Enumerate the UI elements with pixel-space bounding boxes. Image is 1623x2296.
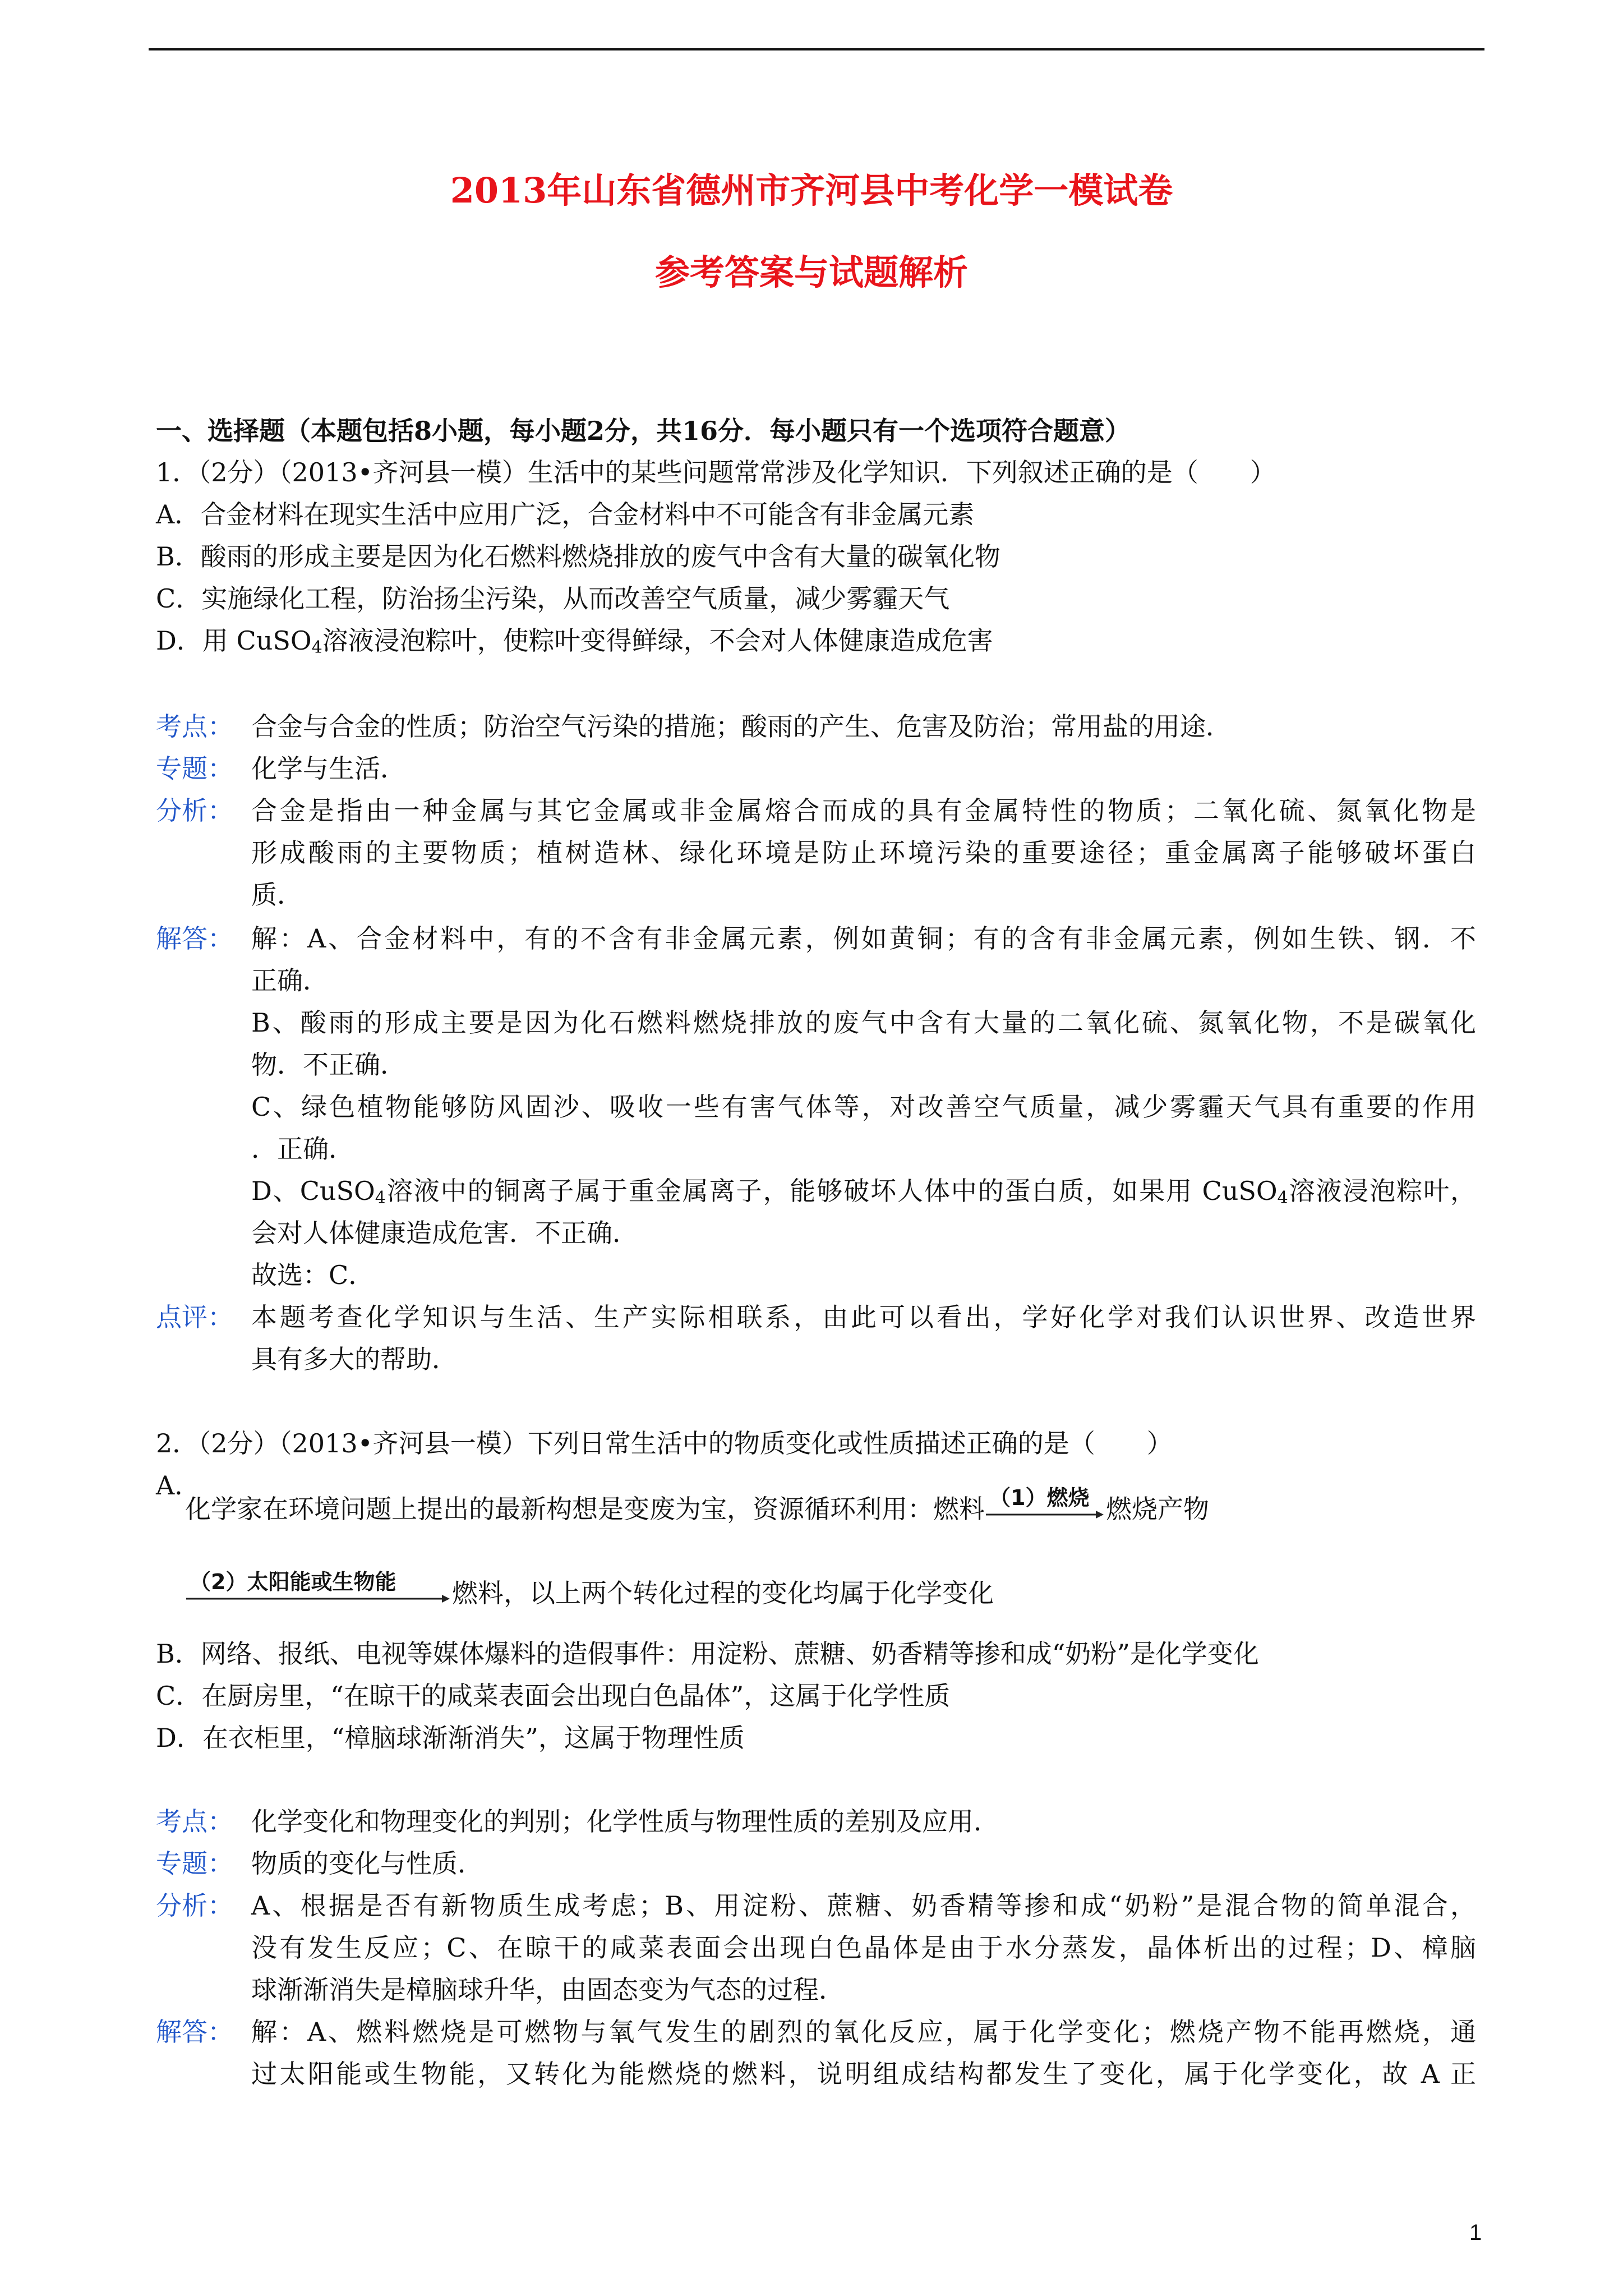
q1-fenxi-line: 质． xyxy=(251,880,303,910)
q1-jieda-line: 会对人体健康造成危害．不正确． xyxy=(251,1218,638,1248)
q2-jieda-line: 过太阳能或生物能，又转化为能燃烧的燃料，说明组成结构都发生了变化，属于化学变化，故 A 正 xyxy=(251,2059,1476,2089)
q1-option-d-subscript: 4 xyxy=(311,638,322,657)
q1-kaodian-text: 合金与合金的性质；防治空气污染的措施；酸雨的产生、危害及防治；常用盐的用途． xyxy=(251,711,1232,742)
q2-stem: 2．（2分）（2013•齐河县一模）下列日常生活中的物质变化或性质描述正确的是（ ） xyxy=(156,1428,1173,1458)
reaction-arrow-2 xyxy=(185,1570,452,1610)
q1-fenxi-line: 形成酸雨的主要物质；植树造林、绿化环境是防止环境污染的重要途径；重金属离子能够破坏蛋白 xyxy=(251,838,1476,868)
page-number: 1 xyxy=(1469,2220,1482,2245)
q1-jieda-line: B、酸雨的形成主要是因为化石燃料燃烧排放的废气中含有大量的二氧化硫、氮氧化物，不是碳氧化 xyxy=(251,1007,1476,1038)
q1-jieda-line: 正确． xyxy=(251,965,329,996)
q2-jieda-label: 解答： xyxy=(156,2017,233,2047)
q2-fenxi-label: 分析： xyxy=(156,1890,233,1921)
arrow-1-icon xyxy=(985,1492,1106,1526)
q2-kaodian-label: 考点： xyxy=(156,1806,233,1837)
q2-option-a-line2 xyxy=(185,1570,994,1610)
q1-jieda-d-b: 溶液中的铜离子属于重金属离子，能够破坏人体中的蛋白质，如果用 CuSO xyxy=(385,1176,1278,1206)
q1-jieda-line: C、绿色植物能够防风固沙、吸收一些有害气体等，对改善空气质量，减少雾霾天气具有重要的作用 xyxy=(251,1092,1476,1122)
q1-dianping-line: 具有多大的帮助． xyxy=(251,1344,458,1374)
q1-jieda-line-d xyxy=(251,1174,1476,1208)
arrow-1-label: （1）燃烧 xyxy=(989,1485,1090,1510)
q2-option-a-line1 xyxy=(185,1485,1209,1526)
q2-option-a-post: 燃烧产物 xyxy=(1106,1494,1209,1524)
q2-option-d: D．在衣柜里，“樟脑球渐渐消失”，这属于物理性质 xyxy=(156,1723,745,1753)
q1-dianping-line: 本题考查化学知识与生活、生产实际相联系，由此可以看出，学好化学对我们认识世界、改造世界 xyxy=(251,1302,1476,1332)
q1-option-c: C．实施绿化工程，防治扬尘污染，从而改善空气质量，减少雾霾天气 xyxy=(156,583,950,614)
q1-jieda-line: 解：A、合金材料中，有的不含有非金属元素，例如黄铜；有的含有非金属元素，例如生铁、钢．不 xyxy=(251,923,1476,954)
q1-jieda-label: 解答： xyxy=(156,923,233,954)
reaction-arrow-1 xyxy=(985,1485,1106,1526)
page-title: 2013年山东省德州市齐河县中考化学一模试卷 xyxy=(450,170,1173,211)
q2-option-c: C．在厨房里，“在晾干的咸菜表面会出现白色晶体”，这属于化学性质 xyxy=(156,1681,951,1711)
q1-jieda-line: ．正确． xyxy=(251,1134,354,1164)
q2-zhuanti-text: 物质的变化与性质． xyxy=(251,1848,483,1879)
q2-option-a-letter: A． xyxy=(156,1470,201,1501)
q1-option-d xyxy=(156,624,993,657)
q1-jieda-d-subscript: 4 xyxy=(1277,1188,1288,1208)
q1-jieda-answer: 故选：C． xyxy=(251,1260,375,1290)
q2-option-a-line2-text: 燃料，以上两个转化过程的变化均属于化学变化 xyxy=(452,1578,994,1608)
q1-fenxi-line: 合金是指由一种金属与其它金属或非金属熔合而成的具有金属特性的物质；二氧化硫、氮氧化物是 xyxy=(251,795,1476,826)
q1-zhuanti-label: 专题： xyxy=(156,753,233,784)
q2-jieda-line: 解：A、燃料燃烧是可燃物与氧气发生的剧烈的氧化反应，属于化学变化；燃烧产物不能再燃烧，通 xyxy=(251,2017,1476,2047)
q2-fenxi-line: 没有发生反应；C、在晾干的咸菜表面会出现白色晶体是由于水分蒸发，晶体析出的过程；D、樟脑 xyxy=(251,1932,1476,1963)
q1-dianping-label: 点评： xyxy=(156,1302,233,1332)
q1-jieda-d-c: 溶液浸泡粽叶， xyxy=(1288,1176,1477,1206)
q1-jieda-line: 物．不正确． xyxy=(251,1050,406,1080)
q1-stem: 1．（2分）（2013•齐河县一模）生活中的某些问题常常涉及化学知识．下列叙述正确的是（ ） xyxy=(156,457,1276,487)
q1-option-d-post: 溶液浸泡粽叶，使粽叶变得鲜绿，不会对人体健康造成危害 xyxy=(322,625,993,656)
q1-fenxi-label: 分析： xyxy=(156,795,233,826)
q1-option-d-pre: D．用 CuSO xyxy=(156,625,312,656)
q2-kaodian-text: 化学变化和物理变化的判别；化学性质与物理性质的差别及应用． xyxy=(251,1806,999,1837)
q1-option-b: B．酸雨的形成主要是因为化石燃料燃烧排放的废气中含有大量的碳氧化物 xyxy=(156,541,1000,572)
q1-kaodian-label: 考点： xyxy=(156,711,233,742)
section-heading: 一、选择题（本题包括8小题，每小题2分，共16分．每小题只有一个选项符合题意） xyxy=(156,416,1131,446)
q2-option-a-pre: 化学家在环境问题上提出的最新构想是变废为宝，资源循环利用：燃料 xyxy=(185,1494,985,1524)
arrow-2-icon xyxy=(185,1576,452,1610)
page-subtitle: 参考答案与试题解析 xyxy=(654,252,968,293)
q2-zhuanti-label: 专题： xyxy=(156,1848,233,1879)
arrow-2-label: （2）太阳能或生物能 xyxy=(190,1570,396,1594)
q1-option-a: A．合金材料在现实生活中应用广泛，合金材料中不可能含有非金属元素 xyxy=(156,499,975,530)
q2-fenxi-line: 球渐渐消失是樟脑球升华，由固态变为气态的过程． xyxy=(251,1975,845,2005)
header-rule xyxy=(149,48,1484,50)
q2-option-b: B．网络、报纸、电视等媒体爆料的造假事件：用淀粉、蔗糖、奶香精等掺和成“奶粉”是化学变化 xyxy=(156,1639,1259,1669)
q2-fenxi-line: A、根据是否有新物质生成考虑；B、用淀粉、蔗糖、奶香精等掺和成“奶粉”是混合物的简单混合， xyxy=(251,1890,1476,1921)
q1-jieda-d-subscript: 4 xyxy=(375,1188,386,1208)
q1-zhuanti-text: 化学与生活． xyxy=(251,753,406,784)
q1-jieda-d-a: D、CuSO xyxy=(251,1176,375,1206)
